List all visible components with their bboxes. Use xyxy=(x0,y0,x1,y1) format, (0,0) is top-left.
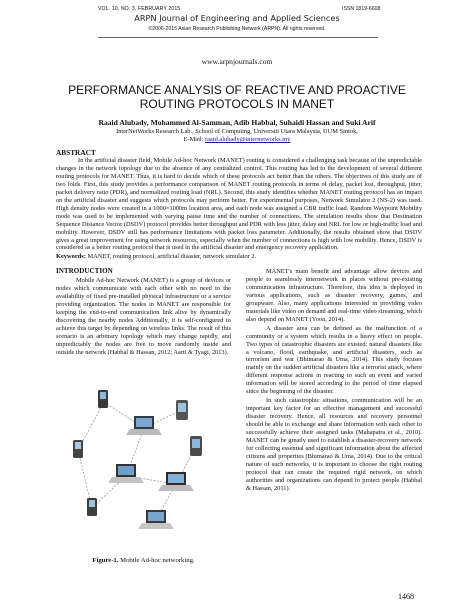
affiliation-block xyxy=(0,128,474,144)
copyright-line: ©2006-2015 Asian Research Publishing Network (ARPN). All rights reserved. xyxy=(148,26,326,32)
keywords-line xyxy=(56,253,422,260)
phone-icon xyxy=(87,498,97,516)
paragraph-manet-benefits: MANET's main benefit and advantage allow devices and people to seamlessly internetwork in places without pre-existing communication infrastructure. Therefore, this idea is deployed in various applications, such as disaster recovery, games, and groupware. Also, many applications interested in providing video materials like video on demand and real-time video streaming, which also depend on MANET (Yoon, 2014). xyxy=(246,268,422,323)
author-list: Raaid Alubady, Mohammed Al-Samman, Adib Habbal, Suhaidi Hassan and Suki Arif xyxy=(98,118,376,127)
volume-info: VOL. 10, NO. 3, FEBRUARY 2015 xyxy=(98,6,181,12)
manet-network-diagram xyxy=(64,380,222,550)
phone-icon xyxy=(98,390,108,408)
figure-manet-illustration xyxy=(64,380,222,550)
email-link[interactable]: raaid.alubady@internetworks.my xyxy=(205,136,291,143)
journal-name: ARPN Journal of Engineering and Applied Sciences xyxy=(134,13,340,23)
figure-caption-text: Mobile Ad-hoc networking. xyxy=(120,557,195,564)
introduction-paragraph: Mobile Ad-hoc Network (MANET) is a group of devices or nodes which communicate with each other with no need to the availability of fixed pre-installed physical infrastructure or a service providing organization. The nodes in MANET are responsible for keeping the end-to-end communication link alive by dynamically discovering the nearby nodes Additionally, it is self-configured to achieve this target by depending on wireless links. The result of this scenario is an arbitrary topology which may change rapidly, and unpredictably the nodes are free to move randomly inside and outside the network (Habbal & Hassan, 2012; Aarti & Tyagi, 2013). xyxy=(56,276,231,356)
figure-caption xyxy=(56,557,231,564)
laptop-icon xyxy=(108,464,144,483)
introduction-heading: INTRODUCTION xyxy=(56,267,113,275)
affiliation: InterNetWorks Research Lab., School of Computing, Universiti Utara Malaysia, UUM Sintok, xyxy=(116,128,358,135)
laptop-icon xyxy=(158,472,194,491)
pda-icon xyxy=(190,436,202,456)
abstract-heading: ABSTRACT xyxy=(56,148,96,157)
laptop-icon xyxy=(126,416,162,435)
email-label: E-Mail: xyxy=(183,136,204,143)
pda-icon xyxy=(176,400,188,420)
page-number: 1468 xyxy=(398,592,414,601)
right-column xyxy=(246,268,422,494)
keywords-text: MANET, routing protocol, artificial disaster, network simulator 2. xyxy=(87,253,257,260)
figure-label: Figure-1. xyxy=(92,557,119,564)
journal-header xyxy=(0,4,474,44)
abstract-text: In the artificial disaster field, Mobile Ad-hoc Network (MANET) routing is considered a challenging task because of the unpredictable changes in the network topology due to the absence of any centralized control. This routing has led to the development of several different routing protocols for MANET. Thus, it is hard to decide which of these protocols act better than the others. The objectives of this study are of two folds. First, this study provides a performance comparison of MANET routing protocols in terms of delay, packet lost, throughput, jitter, packet delivery ratio (PDR), and normalized routing load (NRL). Second, this study identifies whether MANET routing protocol has an impact on the artificial disaster and suggests which protocols may perform better. For experimental purposes, Network Simulator 2 (NS-2) was used. High density nodes were created in a 1000×1000m location area, and each node was assigned a CBR traffic load. Random Waypoint Mobility mode was used to be implemented with varying pause time and the number of connections. The simulation results show that Destination Sequence Distance Vector (DSDV) protocol provides better throughput and PDR with less jitter, delay and NRL for low or high-traffic load and mobility. However, DSDV still has performance limitations with packet loss parameter. Additionally, the results obtained show that DSDV gives a great improvement for using network resources, especially when the number of connections is high with low mobility. Hence, DSDV is considered as a better routing protocol that is used in the artificial disaster and emergency recovery application. xyxy=(56,157,422,252)
paragraph-disaster-area: A disaster area can be defined as the malfunction of a community or a system which results in a heavy effect on people. Two types of catastrophic disasters are existed: natural disasters like a volcano, flood, earthquake, and artificial disasters, such as terrorism and war (Bhimarao & Uma, 2014). This study focuses mainly on the sudden artificial disasters like a terrorist attack, where different response actions in reacting to such an event and varied information will be stored according to the period of time elapsed since the beginning of the disaster. xyxy=(246,324,422,396)
header-divider xyxy=(98,37,378,38)
journal-website[interactable]: www.arpnjournals.com xyxy=(201,57,273,66)
phone-icon xyxy=(73,440,83,458)
paper-title: PERFORMANCE ANALYSIS OF REACTIVE AND PROACTIVE ROUTING PROTOCOLS IN MANET xyxy=(68,83,406,111)
issn: ISSN 1819-6608 xyxy=(342,6,381,12)
laptop-icon xyxy=(138,510,174,529)
keywords-label: Keywords: xyxy=(56,253,86,260)
email-line xyxy=(0,136,474,144)
paragraph-catastrophic-situations: In such catastrophic situations, communication will be an important key factor for an effective management and successful disaster recovery. Hence, all resources and recovery personnel should be able to exchange and share information with each other to successfully achieve their assigned tasks (Mahapatra et al., 2010). MANET can be greatly used to establish a disaster-recovery network for collecting essential and significant information about the affected citizens and properties (Bhimarao & Uma, 2014). Due to the critical nature of such networks, it is important to choose the right routing protocol that can create the required rigid network, on which authorities and organizations can depend to protect people (Habbal & Hassan, 2011). xyxy=(246,397,422,492)
left-column xyxy=(56,268,231,357)
